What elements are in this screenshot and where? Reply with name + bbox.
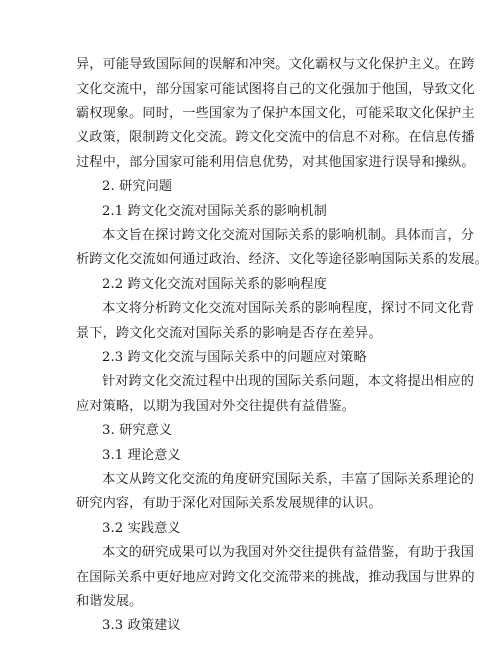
subsection-heading: 3.2 实践意义 xyxy=(102,521,181,536)
paragraph-line: 在国际关系中更好地应对跨文化交流带来的挑战，推动我国与世界的 xyxy=(76,570,475,585)
paragraph-line: 本文从跨文化交流的角度研究国际关系，丰富了国际关系理论的 xyxy=(102,472,475,487)
subsection-heading: 2.1 跨文化交流对国际关系的影响机制 xyxy=(102,204,327,219)
paragraph-line: 应对策略，以期为我国对外交往提供有益借鉴。 xyxy=(76,399,356,414)
paragraph-line: 析跨文化交流如何通过政治、经济、文化等途径影响国际关系的发展。 xyxy=(76,252,488,267)
paragraph-line: 本文旨在探讨跨文化交流对国际关系的影响机制。具体而言，分 xyxy=(102,228,475,243)
paragraph-line: 义政策，限制跨文化交流。跨文化交流中的信息不对称。在信息传播 xyxy=(76,130,475,145)
paragraph-line: 文化交流中，部分国家可能试图将自己的文化强加于他国，导致文化 xyxy=(76,82,475,97)
subsection-heading: 2.3 跨文化交流与国际关系中的问题应对策略 xyxy=(102,350,367,365)
paragraph-line: 和谐发展。 xyxy=(76,594,143,609)
paragraph-line: 本文将分析跨文化交流对国际关系的影响程度，探讨不同文化背 xyxy=(102,301,475,316)
subsection-heading: 3.3 政策建议 xyxy=(102,618,181,633)
subsection-heading: 2.2 跨文化交流对国际关系的影响程度 xyxy=(102,277,327,292)
paragraph-line: 景下，跨文化交流对国际关系的影响是否存在差异。 xyxy=(76,326,382,341)
paragraph-line: 本文的研究成果可以为我国对外交往提供有益借鉴，有助于我国 xyxy=(102,545,475,560)
paragraph-line: 研究内容，有助于深化对国际关系发展规律的认识。 xyxy=(76,496,382,511)
paragraph-line: 霸权现象。同时，一些国家为了保护本国文化，可能采取文化保护主 xyxy=(76,106,475,121)
subsection-heading: 3.1 理论意义 xyxy=(102,448,181,463)
paragraph-line: 过程中，部分国家可能利用信息优势，对其他国家进行误导和操纵。 xyxy=(76,155,475,170)
section-heading: 2. 研究问题 xyxy=(102,179,173,194)
section-heading: 3. 研究意义 xyxy=(102,423,173,438)
paragraph-line: 针对跨文化交流过程中出现的国际关系问题，本文将提出相应的 xyxy=(102,374,475,389)
paragraph-line: 异，可能导致国际间的误解和冲突。文化霸权与文化保护主义。在跨 xyxy=(76,57,475,72)
